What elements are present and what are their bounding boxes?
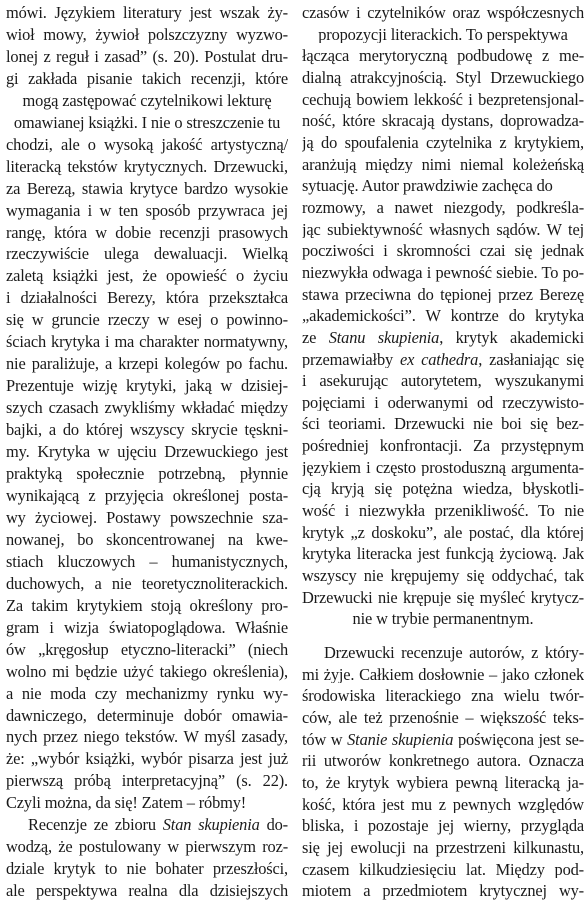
text-line: Drzewucki recenzuje autorów, z który-: [324, 643, 584, 662]
text-line: się jej ewolucji na przestrzeni kilkunastu,: [302, 837, 584, 857]
text-line: za Berezą, stawia krytyce bardzo wysokie: [6, 178, 288, 198]
text-line: aranżują między nimi niemal koleżeńską: [302, 154, 584, 174]
text-fragment: Recenzje ze zbioru: [28, 815, 163, 835]
text-line: gi zakłada pisanie takich recenzji, które: [6, 68, 288, 88]
text-line: szych czasach zwykliśmy wkładać między: [6, 398, 288, 418]
text-line: gram i wizja światopoglądowa. Właśnie: [6, 617, 288, 637]
text-line: chodzi, ale o wysoką jakość artystyczną/: [6, 134, 288, 154]
text-line: czasem kilkudziesięciu lat. Między pod-: [302, 859, 584, 879]
text-line: wodzą, że postulowany w pierwszym roz-: [6, 837, 288, 857]
text-line: propozycji literackich. To perspektywa: [318, 24, 568, 44]
text-line: stawa przeciwna do tępionej przez Berezę: [302, 284, 584, 304]
text-line: jąc subiektywność własnych sądów. W tej: [302, 219, 584, 239]
text-line: [6, 812, 288, 834]
text-line: się w gruncie rzeczy w esej o powinno-: [6, 310, 288, 330]
text-line: [302, 325, 584, 347]
text-line: nie w trybie permanentnym.: [352, 609, 534, 629]
text-line: pocziwości i skromności czai się jednak: [302, 241, 584, 260]
text-line: wy życiowej. Postawy powszechnie sza-: [6, 507, 288, 527]
text-line: „akademickości”. W kontrze do krytyka: [302, 306, 584, 325]
text-line: rzeczywiście ulega dewaluacji. Wielką: [6, 244, 288, 264]
text-line: ści teoriami. Drzewucki nie boi się bez-: [302, 414, 584, 434]
text-line: a nie moda czy mechanizmy rynku wy-: [6, 683, 288, 703]
text-fragment: przemawiałby: [302, 349, 400, 369]
italic-title: Stan skupienia: [162, 815, 260, 835]
text-line: że: „wybór książki, wybór pisarza jest już: [6, 749, 288, 769]
text-line: Za takim krytykiem stoją określony pro-: [6, 595, 288, 615]
text-line: [302, 347, 584, 369]
text-line: rangę, która w dobie recenzji prasowych: [6, 222, 288, 242]
text-fragment: poświęcona jest se-: [453, 729, 584, 749]
text-line: pośredniej konfrontacji. Za przystępnym: [302, 436, 584, 455]
text-line: mówi. Językiem literatury jest wszak ży-: [6, 3, 288, 22]
text-line: dialną atrakcyjnością. Styl Drzewuckiego: [302, 67, 584, 87]
text-line: Drzewucki nie krępuje się myśleć krytycz-: [302, 587, 584, 607]
text-line: czasów i czytelników oraz współczesnych: [302, 3, 584, 22]
text-line: bliska, i pozostaje jej wierny, przygląda: [302, 816, 584, 835]
text-line: omawianej książki. I nie o streszczenie tu: [13, 112, 281, 132]
text-line: pierwszą próbą interpretacyjną” (s. 22).: [6, 771, 288, 791]
text-line: kość, która jest mu z pewnych względów: [302, 794, 584, 814]
text-line: ność, które skracają dystans, doprowadza-: [302, 111, 584, 130]
text-line: mi żyje. Całkiem dosłownie – jako członek: [302, 664, 584, 684]
text-line: zaletą książki jest, że opowieść o życiu: [6, 266, 288, 286]
text-line: krytyka literacka jest funkcją życiową. Jak: [302, 544, 584, 564]
text-line: krytyk „z doskoku”, ale postać, dla której: [302, 522, 584, 542]
text-column-left: [6, 0, 288, 900]
text-line: to, że krytyk wybiera pewną literacką ja-: [302, 772, 584, 792]
text-line: językiem i często prostoduszną argumenta-: [302, 457, 584, 477]
text-line: ców, ale też przenośnie – większość teks-: [302, 708, 584, 727]
text-fragment: tów w: [302, 729, 348, 749]
text-line: niezwykła odwaga i pewność siebie. To po-: [302, 262, 584, 282]
text-line: miotem a przedmiotem krytycznej wy-: [302, 881, 584, 900]
text-line: ją do spoufalenia czytelnika z krytykiem,: [302, 132, 584, 152]
text-line: ściach krytyka i ma charakter normatywny,: [6, 332, 288, 352]
text-line: cechują bowiem lekkość i bezpretensjonal-: [302, 89, 584, 109]
text-line: bajki, a do której wszyscy skrycie tęskni-: [6, 420, 288, 440]
italic-title: Stanie skupienia: [347, 729, 454, 749]
text-fragment: do-: [259, 815, 288, 835]
text-fragment: , krytyk akademicki: [439, 327, 584, 347]
text-line: i asekurując autorytetem, wyszukanymi: [302, 371, 584, 390]
text-line: ale perspektywa realna dla dzisiejszych: [6, 881, 288, 900]
text-line: wioł mowy, żywioł polszczyzny wyzwo-: [6, 24, 288, 44]
text-line: lonej z reguł i zasad” (s. 20). Postulat dru-: [6, 46, 288, 66]
italic-title: Stanu skupienia: [328, 327, 440, 347]
text-line: dziale krytyk to nie bohater przeszłości,: [6, 859, 288, 879]
text-fragment: , zasłaniając się: [478, 349, 584, 369]
text-line: stiach kluczowych – humanistycznych,: [6, 551, 288, 571]
text-line: wszyscy nie krępujemy się oddychać, tak: [302, 566, 584, 585]
text-line: Czyli można, da się! Zatem – róbmy!: [6, 793, 247, 813]
text-line: środowiska literackiego zna wielu twór-: [302, 686, 584, 705]
text-line: mogą zastępować czytelnikowi lekturę: [22, 90, 272, 110]
text-line: my. Krytyka w ujęciu Drzewuckiego jest: [6, 442, 288, 462]
text-line: nie paraliżuje, a krzepi kolegów po fachu.: [6, 354, 288, 374]
text-line: wymagania i w ten sposób przywraca jej: [6, 200, 288, 220]
text-line: nowanej, bo skoncentrowanej na kwe-: [6, 529, 288, 549]
text-line: wynikającą z przyjęcia określonej posta-: [6, 485, 288, 505]
text-line: praktyką społecznie potrzebną, płynnie: [6, 464, 288, 483]
text-line: cją kryją się potężna wiedza, błyskotli-: [302, 479, 584, 499]
text-line: wość i niezwykła przenikliwość. To nie: [302, 501, 584, 520]
text-line: rozmowy, a nawet niezgody, podkreśla-: [302, 197, 584, 217]
text-line: rii utworów konkretnego autora. Oznacza: [302, 751, 584, 770]
text-line: łącząca merytoryczną podbudowę z me-: [302, 46, 584, 65]
text-line: pojęciami i oderwanymi od rzeczywisto-: [302, 392, 584, 412]
text-line: literacką tekstów krytycznych. Drzewucki,: [6, 156, 288, 176]
text-line: nych przez niego tekstów. W myśl zasady,: [6, 727, 288, 747]
text-fragment: ze: [302, 327, 329, 347]
text-line: i działalności Berezy, która przekształca: [6, 288, 288, 308]
text-line: ów „kręgosłup etyczno-literacki” (niech: [6, 639, 288, 659]
text-column-right: [302, 0, 584, 900]
text-line: dawniczego, determinuje dobór omawia-: [6, 705, 288, 725]
text-line: [302, 727, 584, 749]
text-line: sytuację. Autor prawdziwie zachęca do: [302, 176, 553, 195]
text-line: Prezentuje wizję krytyki, jaką w dzisiej-: [6, 376, 288, 396]
text-line: wolno mi będzie użyć takiego określenia),: [6, 661, 288, 681]
italic-title: ex cathedra: [399, 349, 479, 369]
text-line: duchowych, a nie teoretycznoliterackich.: [6, 573, 288, 593]
